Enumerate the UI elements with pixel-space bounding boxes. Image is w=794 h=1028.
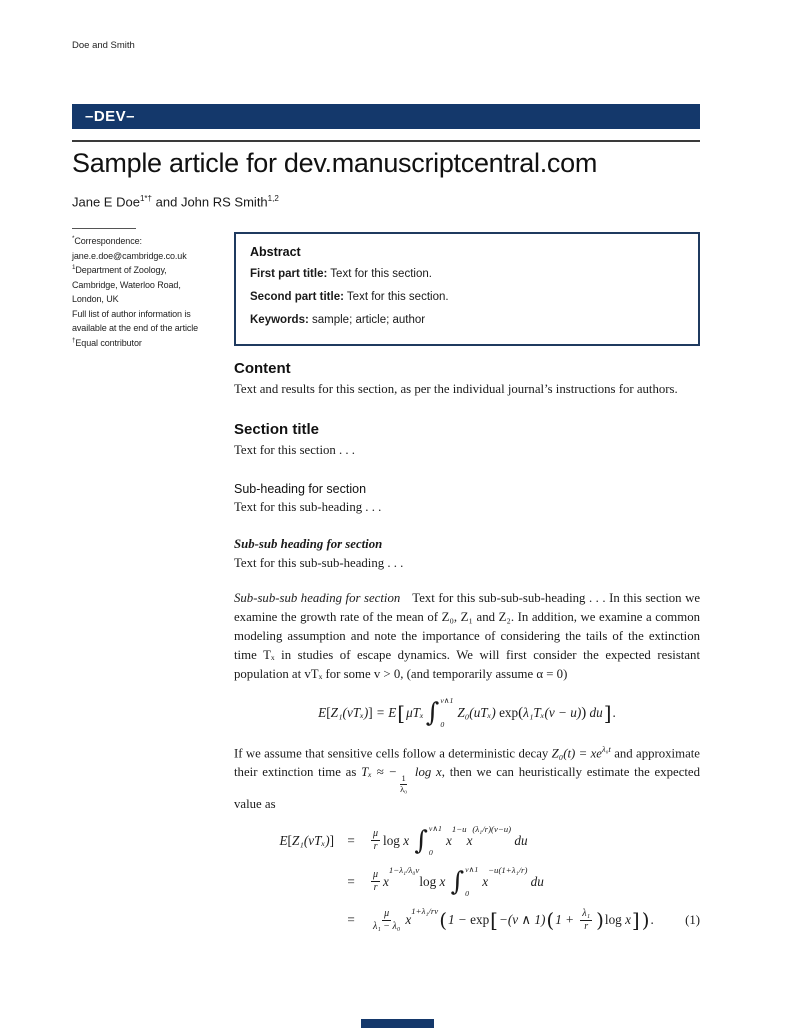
author-affiliation-mark-2: 1,2	[267, 194, 279, 203]
sidebar-line: $^1$Department of Zoology,	[72, 264, 167, 275]
running-head: Doe and Smith	[72, 40, 135, 51]
sidebar-line-email: jane.e.doe@cambridge.co.uk	[72, 250, 187, 261]
subsubsection-paragraph: Text for this sub-sub-heading . . .	[234, 556, 404, 570]
equation-rhs: μ r x 1−λ₁/λ₀v log x ∫ v∧1 0 x −u(1+λ₁/r) du	[373, 864, 544, 898]
abstract-label: Keywords:	[250, 314, 309, 326]
sidebar-line: London, UK	[72, 294, 119, 304]
author-conjunction: and	[152, 194, 181, 210]
display-equation	[234, 698, 700, 728]
footnote-rule	[72, 228, 136, 229]
equation-tag: (1)	[685, 912, 700, 927]
subsection-heading: Sub-heading for section	[234, 482, 367, 496]
runin-heading: Sub-sub-sub heading for section	[234, 591, 401, 605]
sidebar-line: available at the end of the article	[72, 323, 199, 333]
equation-row	[234, 905, 700, 933]
abstract-label: Second part title:	[250, 291, 344, 303]
subsection-paragraph: Text for this sub-heading . . .	[234, 500, 382, 514]
title-rule	[72, 140, 700, 142]
equals-sign: =	[346, 912, 356, 928]
sidebar-line: †Equal contributor	[72, 336, 142, 348]
dev-banner	[72, 104, 700, 129]
correspondence-note	[72, 228, 232, 349]
abstract-text: Text for this section.	[343, 291, 449, 303]
inline-superscript: λ₀t	[601, 744, 611, 754]
equation-rhs: μ r log x ∫ v∧1 0 x 1−u x (λ₁/r)(v−u) du	[373, 823, 528, 857]
footer-bar	[361, 1019, 434, 1028]
section-paragraph: Text for this section . . .	[234, 443, 356, 457]
inline-math: Tₓ ≈ −	[361, 765, 398, 780]
section-heading: Section title	[234, 421, 320, 438]
inline-math: log x	[410, 765, 442, 780]
equation-expression: E [ Z₁(vTₓ) ] = E [ μTₓ ∫ v∧1 0 Z₀(uTₓ) exp ( λ₁Tₓ(v − u) ) du ] .	[318, 696, 616, 729]
equation-lhs: E [ Z₁(vTₓ) ]	[279, 832, 334, 848]
author-affiliation-mark-1: 1*†	[139, 194, 153, 203]
abstract-box	[234, 232, 700, 346]
equation-row	[234, 823, 700, 857]
content-paragraph: Text and results for this section, as per the individual journal’s instructions for authors.	[234, 382, 678, 396]
equals-sign: =	[346, 873, 356, 889]
article-body	[234, 360, 700, 933]
author-name-1: Jane E Doe	[72, 194, 140, 210]
paragraph-text: Text for this sub-sub-sub-heading . . . In this section we examine the growth rate of the mean of Z₀, Z₁ and Z₂. In addition, we examine a common modeling assumption and note the importance of considering the tails of the extinction time Tₓ in studies of escape dynamics. We will first consider the expected resistant population at vTₓ for some v > 0, (and temporarily assume α = 0)	[234, 591, 701, 681]
body-paragraph: If we assume that sensitive cells follow a deterministic decay $Z_0(t) = xe^{\lambda_0t}$ and approximate their extinction time as Tₓ ≈ − $\frac{1}{\text{λ₀}}$ log x, then we can heuristically estimate the expected value as	[234, 744, 701, 811]
equation-rhs: μ λ₁ − λ₀ x 1+λ₁/rv ( 1 − exp [ −(v ∧ 1) ( 1 + $\frac{\text{λ₁}}{r}$ ) log x ] ) .	[373, 905, 654, 933]
content-heading: Content	[234, 360, 291, 377]
inline-math: Z₀(t) = xe	[551, 746, 602, 761]
abstract-text: sample; article; author	[308, 314, 426, 326]
abstract-label: First part title:	[250, 268, 328, 280]
abstract-row	[250, 313, 684, 328]
subsubsection-heading: Sub-sub heading for section	[234, 537, 383, 551]
abstract-heading: Abstract	[250, 245, 301, 259]
sidebar-line: Cambridge, Waterloo Road,	[72, 279, 181, 290]
sidebar-line: Full list of author information is	[72, 308, 191, 319]
equation-row	[234, 864, 700, 898]
banner-label: –DEV–	[85, 108, 136, 125]
abstract-row	[250, 267, 684, 282]
aligned-equations	[234, 823, 700, 933]
abstract-text: Text for this section.	[327, 268, 432, 280]
abstract-row	[250, 290, 684, 305]
author-name-2: John RS Smith	[180, 194, 268, 210]
inline-fraction: $\frac{1}{\text{λ₀}}$	[400, 773, 408, 795]
author-line	[72, 194, 279, 209]
sidebar-line: *Correspondence:	[72, 235, 142, 246]
body-paragraph	[234, 589, 700, 684]
equals-sign: =	[346, 832, 356, 848]
article-title: Sample article for dev.manuscriptcentral.com	[72, 148, 598, 178]
